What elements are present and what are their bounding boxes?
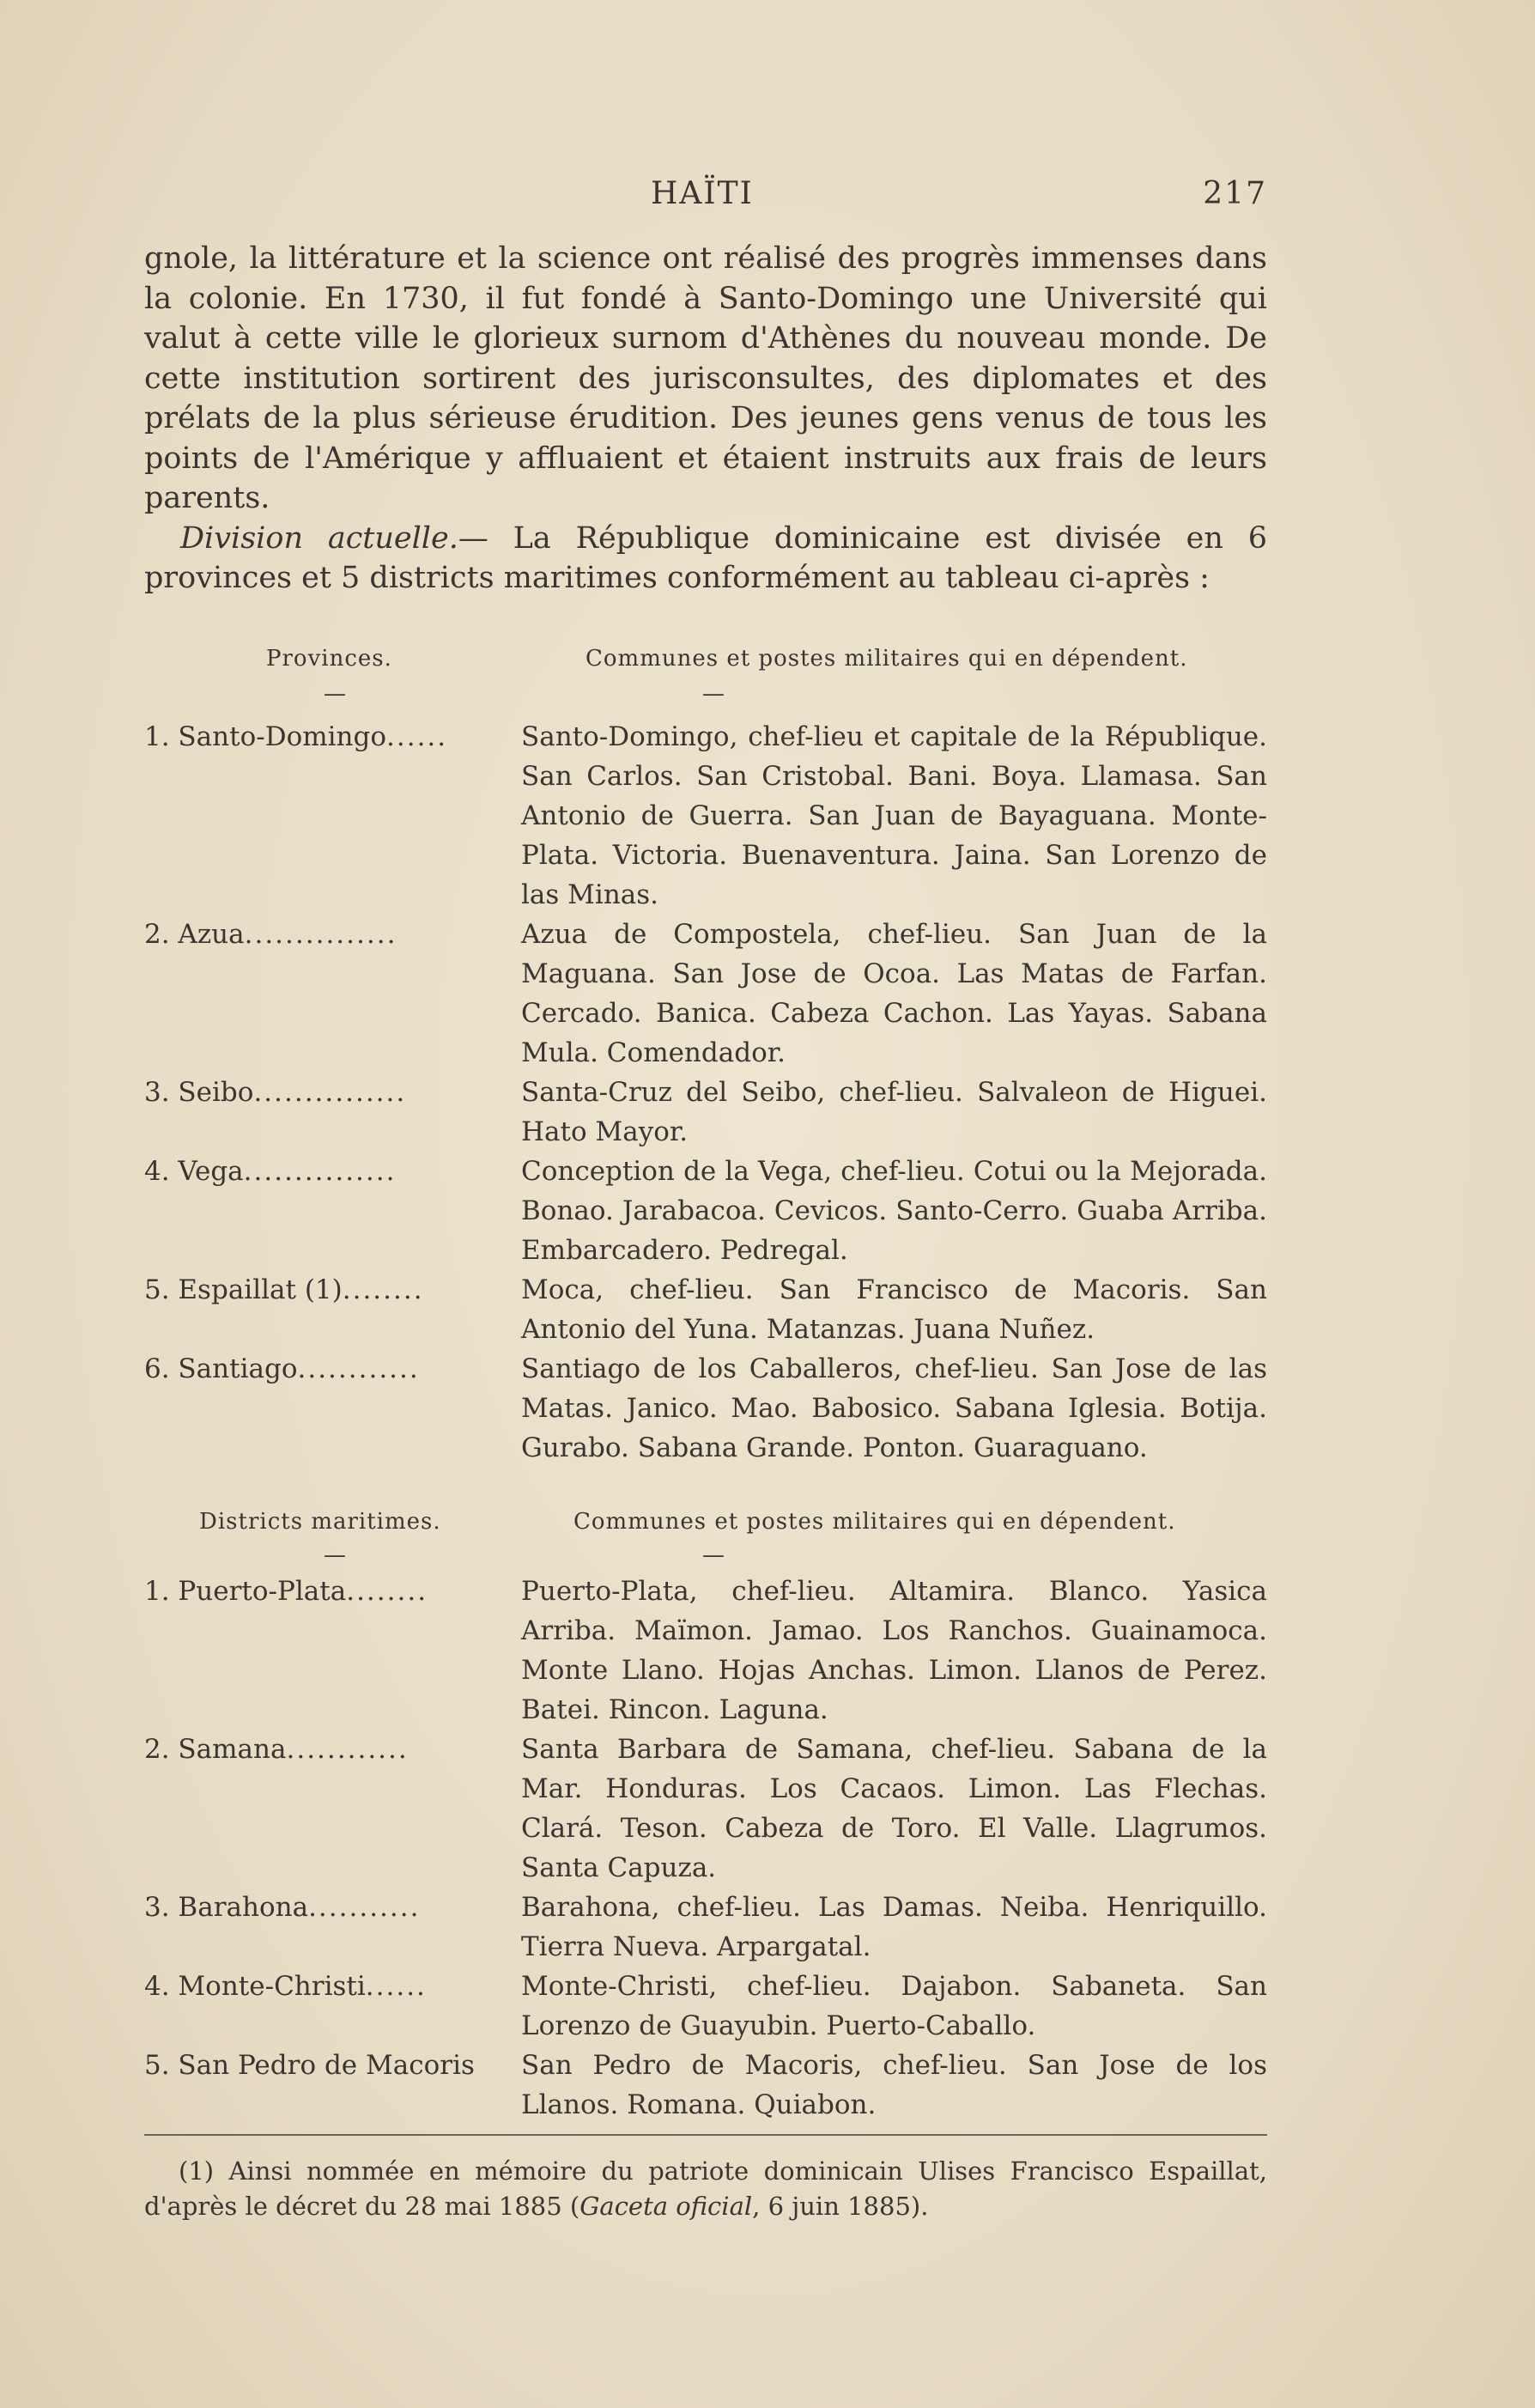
paragraph-division: [144, 519, 1267, 599]
province-communes: Conception de la Vega, chef-lieu. Cotui ou la Mejorada. Bonao. Jarabacoa. Cevicos. Santo-Cerro. Guaba Arriba. Embarcadero. Pedregal.: [521, 1156, 1267, 1266]
district-communes: Barahona, chef-lieu. Las Damas. Neiba. Henriquillo. Tierra Nueva. Arpargatal.: [521, 1892, 1267, 1962]
page-number: 217: [1203, 176, 1267, 211]
district-communes: Santa Barbara de Samana, chef-lieu. Sabana de la Mar. Honduras. Los Cacaos. Limon. Las Flechas. Clará. Teson. Cabeza de Toro. El Valle. Llagrumos. Santa Capuza.: [521, 1734, 1267, 1883]
header-dash: —: [324, 681, 346, 707]
running-header: [144, 176, 1267, 219]
district-name: 2. Samana............: [144, 1734, 409, 1765]
province-name: 5. Espaillat (1)........: [144, 1274, 424, 1305]
district-communes: San Pedro de Macoris, chef-lieu. San Jose de los Llanos. Romana. Quiabon.: [521, 2050, 1267, 2120]
provinces-communes-header: Communes et postes militaires qui en dépendent.: [585, 646, 1188, 672]
district-name: 1. Puerto-Plata........: [144, 1576, 428, 1607]
province-name: 2. Azua...............: [144, 919, 397, 950]
paragraph: gnole, la littérature et la science ont réalisé des progrès immenses dans la colonie. En 1730, il fut fondé à Santo-Domingo une Université qui valut à cette ville le glorieux surnom d'Athènes du nouveau monde. De cette institution sortirent des jurisconsultes, des diplomates et des prélats de la plus sérieuse érudition. Des jeunes gens venus de tous les points de l'Amérique y affluaient et étaient instruits aux frais de leurs parents.: [144, 241, 1267, 515]
section-heading: Division actuelle.: [180, 520, 458, 556]
districts-header: Districts maritimes.: [199, 1509, 441, 1535]
province-name: 3. Seibo...............: [144, 1077, 407, 1108]
province-communes: Santo-Domingo, chef-lieu et capitale de la République. San Carlos. San Cristobal. Bani. Boya. Llamasa. San Antonio de Guerra. San Juan de Bayaguana. Monte-Plata. Victoria. Buenaventura. Jaina. San Lorenzo de las Minas.: [521, 721, 1267, 910]
district-communes: Puerto-Plata, chef-lieu. Altamira. Blanco. Yasica Arriba. Maïmon. Jamao. Los Ranchos. Guainamoca. Monte Llano. Hojas Anchas. Limon. Llanos de Perez. Batei. Rincon. Laguna.: [521, 1576, 1267, 1725]
footnote-rule: [144, 2134, 1267, 2136]
district-name: 5. San Pedro de Macoris: [144, 2050, 475, 2081]
body-text: [144, 239, 1267, 599]
footnote-text: (1) Ainsi nommée en mémoire du patriote dominicain Ulises Francisco Espaillat, d'après le décret du 28 mai 1885 (Gaceta oficial, 6 juin 1885).: [144, 2156, 1267, 2221]
running-title: HAÏTI: [651, 176, 754, 211]
province-communes: Azua de Compostela, chef-lieu. San Juan de la Maguana. San Jose de Ocoa. Las Matas de Farfan. Cercado. Banica. Cabeza Cachon. Las Yayas. Sabana Mula. Comendador.: [521, 919, 1267, 1068]
header-dash: —: [702, 1542, 725, 1568]
province-name: 6. Santiago............: [144, 1353, 420, 1384]
footnote: [144, 2154, 1267, 2224]
province-name: 4. Vega...............: [144, 1156, 397, 1187]
district-name: 4. Monte-Christi......: [144, 1971, 427, 2002]
header-dash: —: [702, 681, 725, 707]
header-dash: —: [324, 1542, 346, 1568]
province-communes: Santa-Cruz del Seibo, chef-lieu. Salvaleon de Higuei. Hato Mayor.: [521, 1077, 1267, 1147]
district-communes: Monte-Christi, chef-lieu. Dajabon. Sabaneta. San Lorenzo de Guayubin. Puerto-Caballo.: [521, 1971, 1267, 2041]
districts-communes-header: Communes et postes militaires qui en dépendent.: [573, 1509, 1176, 1535]
provinces-header: Provinces.: [266, 646, 392, 672]
footnote-source: Gaceta oficial: [579, 2192, 753, 2221]
province-communes: Santiago de los Caballeros, chef-lieu. San Jose de las Matas. Janico. Mao. Babosico. Sabana Iglesia. Botija. Gurabo. Sabana Grande. Ponton. Guaraguano.: [521, 1353, 1267, 1463]
province-communes: Moca, chef-lieu. San Francisco de Macoris. San Antonio del Yuna. Matanzas. Juana Nuñez.: [521, 1274, 1267, 1345]
province-name: 1. Santo-Domingo......: [144, 721, 448, 752]
district-name: 3. Barahona...........: [144, 1892, 421, 1923]
paragraph-body: — La République dominicaine est divisée en 6 provinces et 5 districts maritimes conformément au tableau ci-après :: [144, 520, 1267, 595]
